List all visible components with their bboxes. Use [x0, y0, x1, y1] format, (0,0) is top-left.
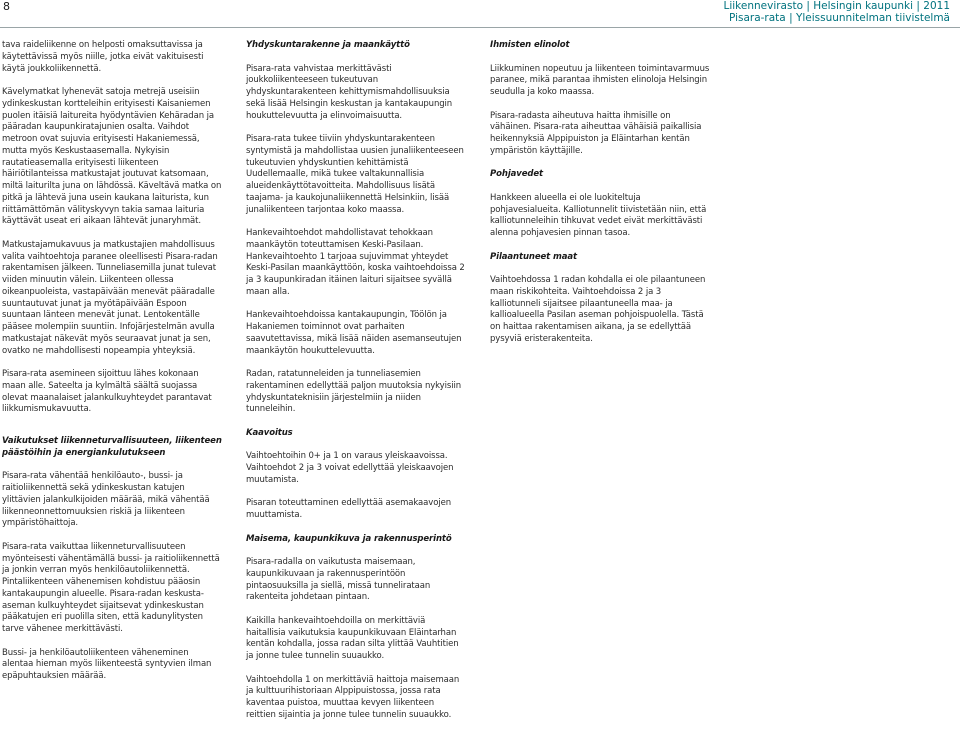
- paragraph: Radan, ratatunneleiden ja tunneliasemien rakentaminen edellyttää paljon muutoksia nykyisiin yhdyskuntateknisiin järjestelmiin ja niiden tunneleihin.: [246, 369, 462, 415]
- paragraph: Pisara-radalla on vaikutusta maisemaan, kaupunkikuvaan ja rakennusperintöön pintaosuuksilla ja siellä, missä tunnelirataan rakenteita johdetaan pintaan.: [246, 557, 431, 603]
- paragraph: Pisara-rata tukee tiiviin yhdyskuntarakenteen syntymistä ja mahdollistaa uusien junaliikenteeseen tukeutuvien yhdyskuntien kehittämistä Uudellemaalle, mikä tukee valtakunnallisia alueidenkäyttötavoitteita. Mahdollisuus lisätä taajama- ja kaukojunaliikennettä Helsinkiin, lisää junaliikenteen tarjontaa koko maassa.: [246, 134, 464, 215]
- paragraph: Liikkuminen nopeutuu ja liikenteen toimintavarmuus paranee, mikä parantaa ihmisten elinoloja Helsingin seudulla ja koko maassa.: [490, 63, 710, 97]
- paragraph: Pisaran toteuttaminen edellyttää asemakaavojen muuttamista.: [246, 498, 451, 520]
- page-number: 8: [3, 0, 10, 13]
- paragraph: Vaihtoehtoihin 0+ ja 1 on varaus yleiskaavoissa. Vaihtoehdot 2 ja 3 voivat edellyttää yleiskaavojen muutamista.: [246, 451, 454, 485]
- paragraph: Kävelymatkat lyhenevät satoja metrejä useisiin ydinkeskustan kortteleihin erityisesti Kaisaniemen puolen itäisiä laitureita hyödyntävien Kehäradan ja pääradan kaupunkiratajunien osalta. Vaihdot metroon ovat sujuvia erityisesti Hakaniemessä, mutta myös Keskustaasemalla. Nykyisin rautatieasemalla erityisesti liikenteen häiriötilanteissa matkustajat joutuvat katsomaan, miltä laiturilta juna on lähdössä. Käveltävä matka on pitkä ja lähtevä juna usein kaukana laiturista, kun riittämättömän välityskyvyn takia samaa laituria käyttävät useat eri aikaan lähtevät junaryhmät.: [2, 87, 222, 227]
- paragraph: Vaihtoehdolla 1 on merkittäviä haittoja maisemaan ja kulttuurihistoriaan Alppipuistossa, jossa rata kaventaa puistoa, muuttaa kevyen liikenteen reittien sijaintia ja jonne tulee tunnelin suuaukko.: [246, 674, 460, 720]
- paragraph: Vaihtoehdossa 1 radan kohdalla ei ole pilaantuneen maan riskikohteita. Vaihtoehdoissa 2 ja 3 kalliotunneli sijaitsee pilaantuneella maa- ja kallioalueella Pasilan aseman pohjoispuolella. Tästä on haittaa rakentamisen aikana, ja se edellyttää pysyviä eristerakenteita.: [490, 275, 706, 344]
- paragraph: Pisara-rata vaikuttaa liikenneturvallisuuteen myönteisesti vähentämällä bussi- ja raitioliikennettä ja jonkin verran myös henkilöautoliikennettä. Pintaliikenteen vähenemisen kohdistuu pääosin kantakaupungin alueelle. Pisara-radan keskusta-aseman kulkuyhteydet sijaitsevat ydinkeskustan pääkatujen eri puolilla siten, että kadunylitysten tarve vähenee merkittävästi.: [2, 541, 220, 634]
- paragraph: Hankevaihtoehdoissa kantakaupungin, Töölön ja Hakaniemen toiminnot ovat parhaiten saavutettavissa, mikä lisää näiden asemanseutujen maankäytön houkuttelevuutta.: [246, 310, 462, 356]
- header-organization: Liikennevirasto | Helsingin kaupunki | 2011: [723, 0, 950, 12]
- text-column-2: [246, 40, 466, 733]
- header-document-title: Pisara-rata | Yleissuunnitelman tiivistelmä: [728, 12, 950, 24]
- section-heading-land-use: Yhdyskuntarakenne ja maankäyttö: [246, 40, 410, 50]
- section-heading-living-conditions: Ihmisten elinolot: [490, 40, 570, 50]
- text-column-1: [2, 40, 222, 695]
- paragraph: Bussi- ja henkilöautoliikenteen väheneminen alentaa hieman myös liikenteestä syntyvien ilman epäpuhtauksien määrää.: [2, 647, 212, 681]
- section-heading-safety: Vaikutukset liikenneturvallisuuteen, liikenteen päästöihin ja energiankulutukseen: [2, 436, 222, 458]
- section-heading-zoning: Kaavoitus: [246, 427, 293, 438]
- paragraph: tava raideliikenne on helposti omaksuttavissa ja käytettävissä myös niille, jotka eivät vakituisesti käytä joukkoliikennettä.: [2, 40, 204, 74]
- text-column-3: [490, 40, 710, 357]
- paragraph: Pisara-rata vähentää henkilöauto-, bussi- ja raitioliikennettä sekä ydinkeskustan katujen ylittävien jalankulkijoiden määrää, mikä vähentää liikenneonnettomuuksien riskiä ja liikenteen ympäristöhaittoja.: [2, 471, 210, 529]
- paragraph: Pisara-rata asemineen sijoittuu lähes kokonaan maan alle. Sateelta ja kylmältä säältä suojassa olevat maanalaiset jalankulkuyhteydet parantavat liikkumismukavuutta.: [2, 369, 212, 415]
- paragraph: Matkustajamukavuus ja matkustajien mahdollisuus valita vaihtoehtoja paranee oleellisesti Pisara-radan rakentamisen jälkeen. Tunneliasemilla junat tulevat viiden minuutin välein. Liikenteen ollessa oikeanpuoleista, vastapäivään menevät pääradalle suuntautuvat junat ja myötäpäivään Espoon suuntaan länteen menevät junat. Lentokentälle pääsee molempiin suuntiin. Infojärjestelmän avulla matkustajat näkevät myös seuraavat junat ja sen, ovatko ne mahdollisesti nopeampia yhteyksiä.: [2, 239, 218, 356]
- section-heading-contaminated-soil: Pilaantuneet maat: [490, 251, 577, 262]
- paragraph: Pisara-rata vahvistaa merkittävästi joukkoliikenteeseen tukeutuvan yhdyskuntarakenteen kehittymismahdollisuuksia sekä lisää Helsingin keskustan ja kantakaupungin houkuttelevuutta ja elinvoimaisuutta.: [246, 63, 453, 121]
- section-heading-landscape: Maisema, kaupunkikuva ja rakennusperintö: [246, 533, 452, 544]
- section-heading-groundwater: Pohjavedet: [490, 169, 543, 180]
- paragraph: Pisara-radasta aiheutuva haitta ihmisille on vähäinen. Pisara-rata aiheuttaa vähäisiä paikallisia heikennyksiä Alppipuiston ja Eläintarhan kentän ympäristön käyttäjille.: [490, 110, 702, 156]
- paragraph: Kaikilla hankevaihtoehdoilla on merkittäviä haitallisia vaikutuksia kaupunkikuvaan Eläintarhan kentän kohdalla, jossa radan silta ylittää Vauhtitien ja jonne tulee tunnelin suuaukko.: [246, 615, 459, 661]
- paragraph: Hankevaihtoehdot mahdollistavat tehokkaan maankäytön toteuttamisen Keski-Pasilaan. Hankevaihtoehto 1 tarjoaa sujuvimmat yhteydet Keski-Pasilan maankäyttöön, koska vaihtoehdoissa 2 ja 3 kaupunkiradan itäinen laituri sijaitsee syvällä maan alla.: [246, 228, 465, 297]
- paragraph: Hankkeen alueella ei ole luokiteltuja pohjavesialueita. Kalliotunnelit tiivistetään niin, että kalliotunneleihin tihkuvat vedet eivät merkittävästi alenna pohjavesien pinnan tasoa.: [490, 192, 707, 238]
- header-divider: [0, 27, 960, 28]
